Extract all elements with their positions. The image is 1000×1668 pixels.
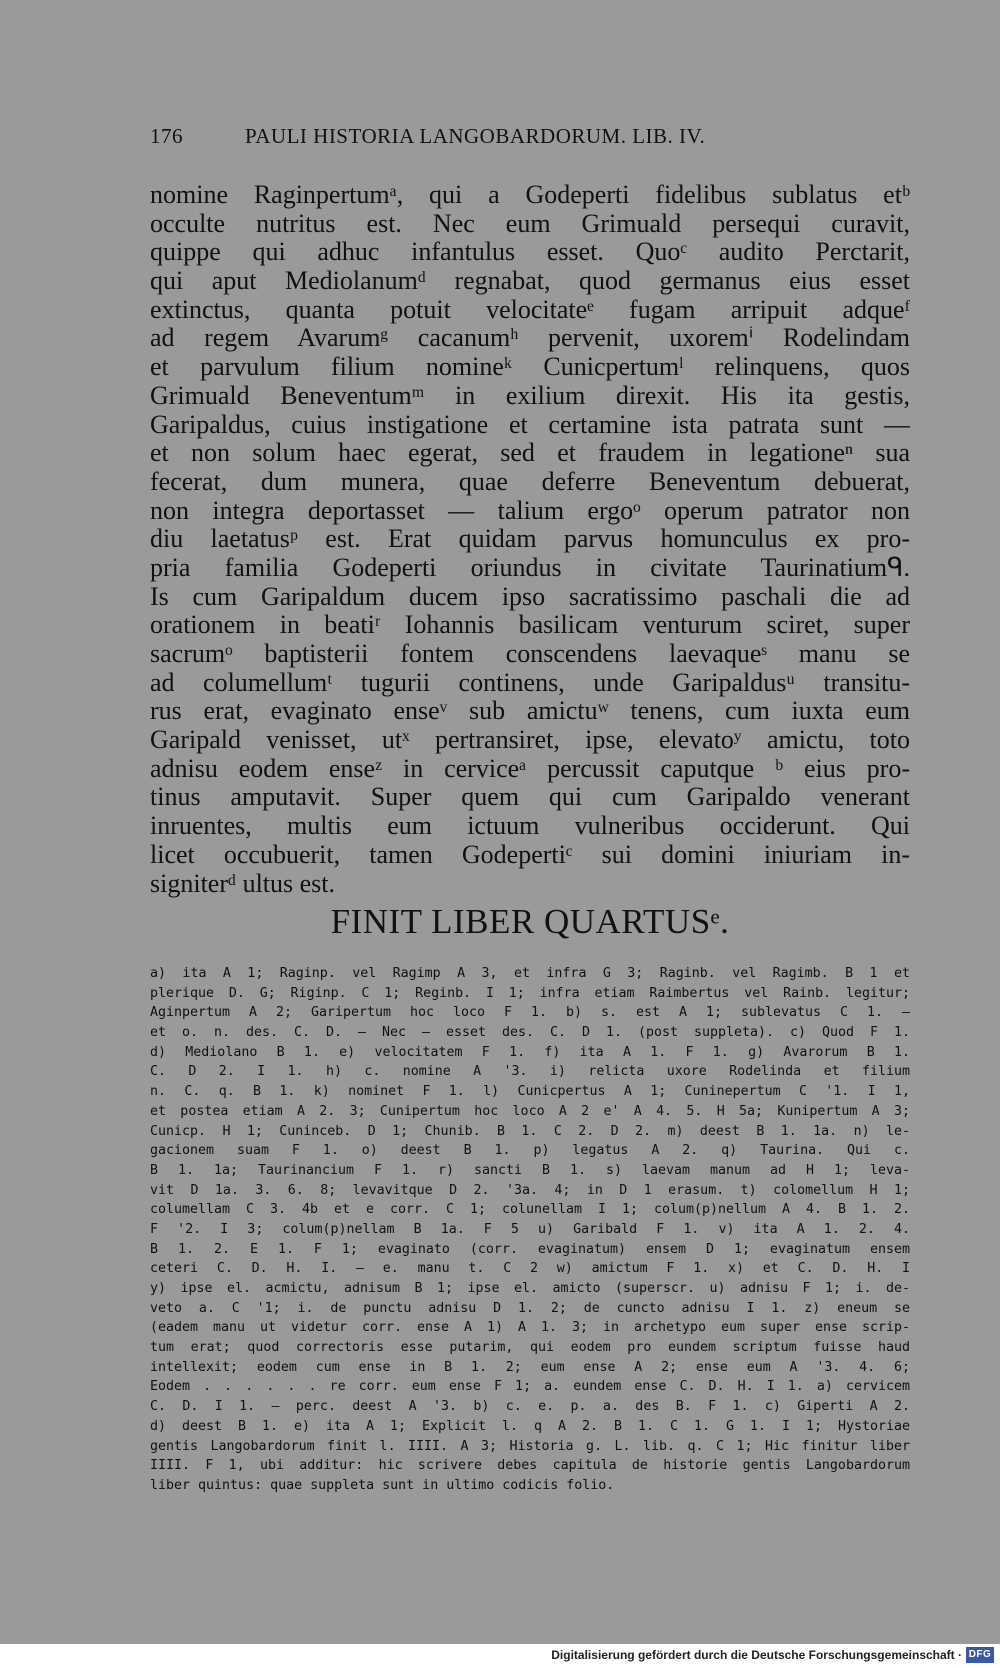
text-line: qui aput Mediolanumᵈ regnabat, quod germanus eius esset: [150, 267, 910, 296]
text-line: et parvulum filium nomineᵏ Cunicpertumˡ relinquens, quos: [150, 353, 910, 382]
footnote-line: y) ipse el. acmictu, adnisum B 1; ipse el. amicto (superscr. u) adnisu F 1; i. de-: [150, 1281, 910, 1296]
footnote-line: liber quintus: quae suppleta sunt in ultimo codicis folio.: [150, 1477, 615, 1493]
text-line: Is cum Garipaldum ducem ipso sacratissimo paschali die ad: [150, 582, 910, 611]
page-header: [150, 124, 830, 154]
footnote-line: d) Mediolano B 1. e) velocitatem F 1. f) ita A 1. F 1. g) Avarorum B 1.: [150, 1044, 910, 1060]
footnote-line: et o. n. des. C. D. — Nec — esset des. C. D 1. (post suppleta). c) Quod F 1.: [150, 1025, 910, 1041]
footnote-line: d) deest B 1. e) ita A 1; Explicit l. q A 2. B 1. C 1. G 1. I 1; Hystoriae: [150, 1418, 910, 1434]
funding-credit: Digitalisierung gefördert durch die Deutsche Forschungsgemeinschaft ·: [551, 1648, 962, 1662]
text-line: nomine Raginpertumᵃ, qui a Godeperti fidelibus sublatus etᵇ: [150, 181, 910, 209]
text-line: Garipaldus, cuius instigatione et certamine ista patrata sunt —: [150, 410, 910, 439]
footnote-line: plerique D. G; Riginp. C 1; Reginb. I 1; infra etiam Raimbertus vel Rainb. legitur;: [150, 985, 910, 1001]
footnote-line: Cunicp. H 1; Cuninceb. D 1; Chunib. B 1. C 2. D 2. m) deest B 1. 1a. n) le-: [150, 1123, 910, 1139]
footnote-line: et postea etiam A 2. 3; Cunipertum hoc loco A 2 e' A 4. 5. H 5a; Kunipertum A 3;: [150, 1103, 910, 1119]
text-line: non integra deportasset — talium ergoᵒ operum patrator non: [150, 496, 910, 525]
text-line: adnisu eodem enseᶻ in cerviceᵃ percussit caputque ᵇ eius pro-: [150, 754, 910, 783]
critical-apparatus: [150, 964, 910, 1496]
text-line: orationem in beatiʳ Iohannis basilicam venturum sciret, super: [150, 611, 910, 640]
text-line: licet occubuerit, tamen Godepertiᶜ sui domini iniuriam in-: [150, 840, 910, 869]
footnote-line: F '2. I 3; colum(p)nellam B 1a. F 5 u) Garibald F 1. v) ita A 1. 2. 4.: [150, 1221, 910, 1237]
book-end-heading: FINIT LIBER QUARTUSᵉ.: [330, 902, 730, 941]
footnote-line: n. C. q. B 1. k) nominet F 1. l) Cunicpertus A 1; Cuninepertum C '1. I 1,: [150, 1084, 910, 1100]
footnote-line: ceteri C. D. H. I. — e. manu t. C 2 w) amictum F 1. x) et C. D. H. I: [150, 1261, 910, 1277]
footnote-line: veto a. C '1; i. de punctu adnisu D 1. 2; de cuncto adnisu I 1. z) eneum se: [150, 1300, 910, 1316]
footnote-line: columellam C 3. 4b et e corr. C 1; colunellam I 1; colum(p)nellum A 4. B 1. 2.: [150, 1202, 910, 1218]
footnote-line: gentis Langobardorum finit l. IIII. A 3; Historia g. L. lib. q. C 1; Hic finitur liber: [150, 1438, 910, 1454]
page-number: 176: [150, 124, 183, 148]
footnote-line: a) ita A 1; Raginp. vel Ragimp A 3, et infra G 3; Raginb. vel Ragimb. B 1 et: [150, 966, 910, 981]
text-line: sacrumᵒ baptisterii fontem conscendens laevaqueˢ manu se: [150, 640, 910, 668]
footnote-line: gacionem suam F 1. o) deest B 1. p) legatus A 2. q) Taurina. Qui c.: [150, 1143, 910, 1159]
text-line: ad columellumᵗ tugurii continens, unde Garipaldusᵘ transitu-: [150, 668, 910, 697]
text-line: occulte nutritus est. Nec eum Grimuald persequi curavit,: [150, 209, 910, 238]
text-line: pria familia Godeperti oriundus in civitate Taurinatiumᑫ.: [150, 553, 910, 582]
text-line: fecerat, dum munera, quae deferre Beneventum debuerat,: [150, 467, 910, 496]
text-line: ad regem Avarumᵍ cacanumʰ pervenit, uxoremⁱ Rodelindam: [150, 324, 910, 353]
text-line: signiterᵈ ultus est.: [150, 869, 336, 898]
footnote-line: tum erat; quod correctoris esse putarim, qui eodem pro eundem scriptum fuisse haud: [150, 1340, 910, 1356]
digitization-footer: [0, 1644, 1000, 1668]
main-text: [150, 181, 910, 898]
footnote-line: B 1. 2. E 1. F 1; evaginato (corr. evaginatum) ensem D 1; evaginatum ensem: [150, 1241, 910, 1257]
footnote-line: Aginpertum A 2; Garipertum hoc loco F 1. b) s. est A 1; sublevatus C 1. —: [150, 1005, 910, 1021]
footnote-line: Eodem . . . . . . re corr. eum ense F 1; a. eundem ense C. D. H. I 1. a) cervicem: [150, 1379, 910, 1395]
text-line: tinus amputavit. Super quem qui cum Garipaldo venerant: [150, 783, 910, 812]
footnote-line: C. D. I 1. — perc. deest A '3. b) c. e. p. a. des B. F 1. c) Giperti A 2.: [150, 1399, 910, 1415]
text-line: extinctus, quanta potuit velocitateᵉ fugam arripuit adqueᶠ: [150, 295, 910, 324]
text-line: quippe qui adhuc infantulus esset. Quoᶜ audito Perctarit,: [150, 238, 910, 267]
text-line: et non solum haec egerat, sed et fraudem in legationeⁿ sua: [150, 439, 910, 468]
running-title: PAULI HISTORIA LANGOBARDORUM. LIB. IV.: [245, 124, 706, 148]
footnote-line: C. D 2. I 1. h) c. nomine A '3. i) relicta uxore Rodelinda et filium: [150, 1064, 910, 1080]
text-line: rus erat, evaginato enseᵛ sub amictuʷ tenens, cum iuxta eum: [150, 697, 910, 726]
text-line: inruentes, multis eum ictuum vulneribus occiderunt. Qui: [150, 812, 910, 841]
footnote-line: intellexit; eodem cum ense in B 1. 2; eum ense A 2; ense eum A '3. 4. 6;: [150, 1359, 910, 1375]
text-line: Grimuald Beneventumᵐ in exilium direxit. His ita gestis,: [150, 381, 910, 410]
text-line: Garipald venisset, utˣ pertransiret, ipse, elevatoʸ amictu, toto: [150, 726, 910, 755]
footnote-line: (eadem manu ut videtur corr. ense A 1) A 1. 3; in archetypo eum super ense scrip-: [150, 1320, 910, 1336]
text-line: diu laetatusᵖ est. Erat quidam parvus homunculus ex pro-: [150, 525, 910, 554]
footnote-line: vit D 1a. 3. 6. 8; levavitque D 2. '3a. 4; in D 1 erasum. t) colomellum H 1;: [150, 1182, 910, 1198]
footnote-line: B 1. 1a; Taurinancium F 1. r) sancti B 1. s) laevam manum ad H 1; leva-: [150, 1162, 910, 1178]
footnote-line: IIII. F 1, ubi additur: hic scrivere debes capitula de historie gentis Langobardorum: [150, 1458, 910, 1474]
dfg-logo: DFG: [966, 1647, 994, 1663]
